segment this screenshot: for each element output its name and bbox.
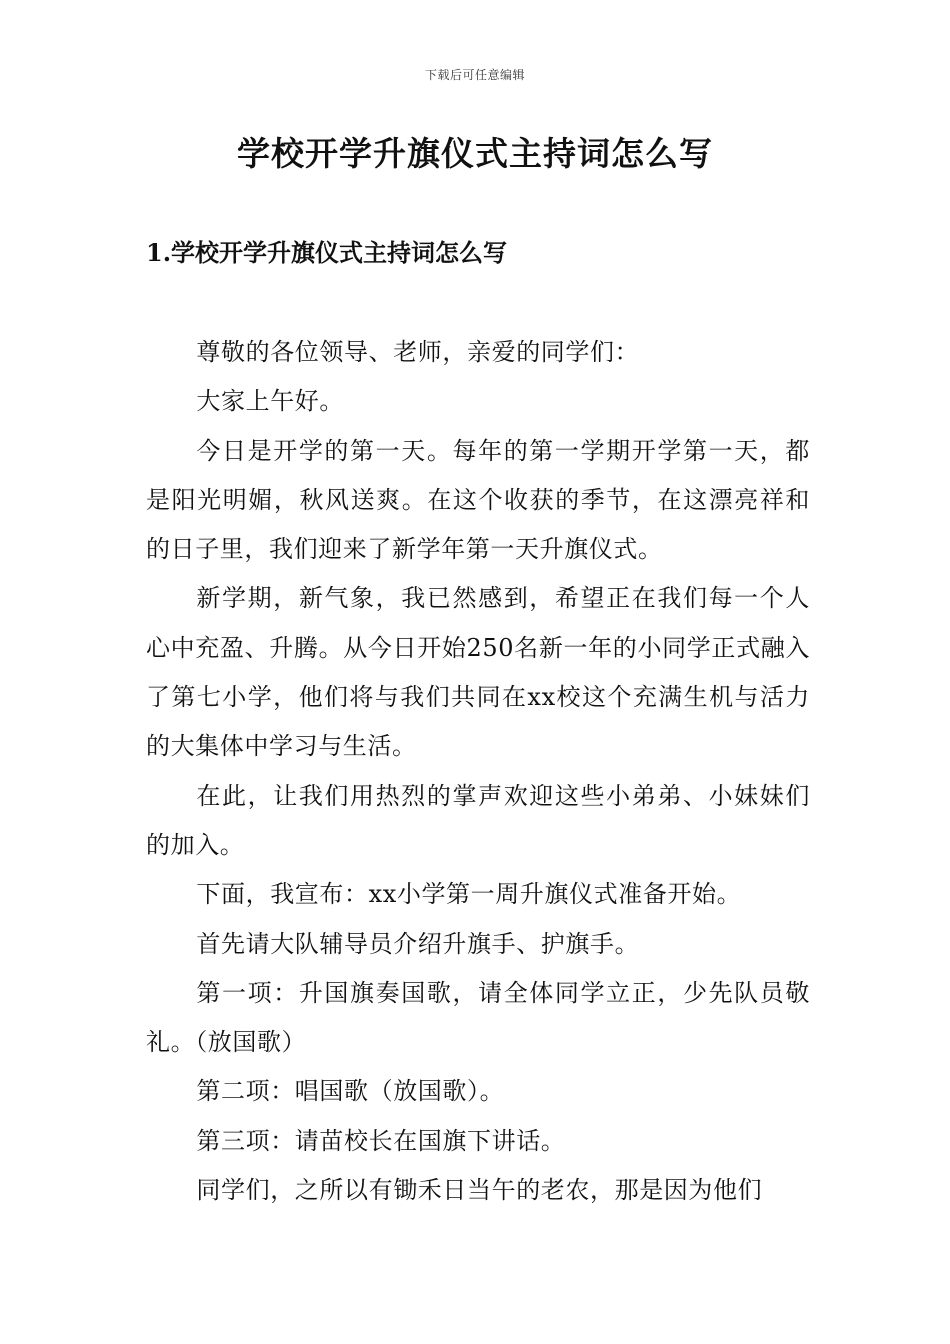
paragraph-item-two: 第二项：唱国歌（放国歌）。 xyxy=(196,1077,505,1106)
paragraph-announce: 下面，我宣布：xx小学第一周升旗仪式准备开始。 xyxy=(196,880,742,909)
paragraph-welcome: 在此，让我们用热烈的掌声欢迎这些小弟弟、小妹妹们的加入。 xyxy=(146,781,810,859)
paragraph-item-three: 第三项：请苗校长在国旗下讲话。 xyxy=(196,1126,566,1155)
paragraph-item-one: 第一项：升国旗奏国歌，请全体同学立正，少先队员敬礼。（放国歌） xyxy=(146,978,810,1057)
paragraph-closing: 同学们，之所以有锄禾日当午的老农，那是因为他们 xyxy=(196,1176,763,1205)
paragraph-new-term: 新学期，新气象，我已然感到，希望正在我们每一个人心中充盈、升腾。从今日开始250名新一年的小同学正式融入了第七小学，他们将与我们共同在xx校这个充满生机与活力的大集体中学习与生活。 xyxy=(146,584,810,761)
paragraph-greeting: 尊敬的各位领导、老师，亲爱的同学们： xyxy=(196,338,640,366)
paragraph-first-day: 今日是开学的第一天。每年的第一学期开学第一天，都是阳光明媚，秋风送爽。在这个收获的季节，在这漂亮祥和的日子里，我们迎来了新学年第一天升旗仪式。 xyxy=(146,436,810,564)
document-title: 学校开学升旗仪式主持词怎么写 xyxy=(237,134,713,173)
page-header-note: 下载后可任意编辑 xyxy=(424,68,525,82)
paragraph-good-morning: 大家上午好。 xyxy=(196,387,344,416)
document-body xyxy=(146,328,810,1215)
paragraph-introduce: 首先请大队辅导员介绍升旗手、护旗手。 xyxy=(196,929,640,958)
section-heading: 1.学校开学升旗仪式主持词怎么写 xyxy=(146,238,508,267)
